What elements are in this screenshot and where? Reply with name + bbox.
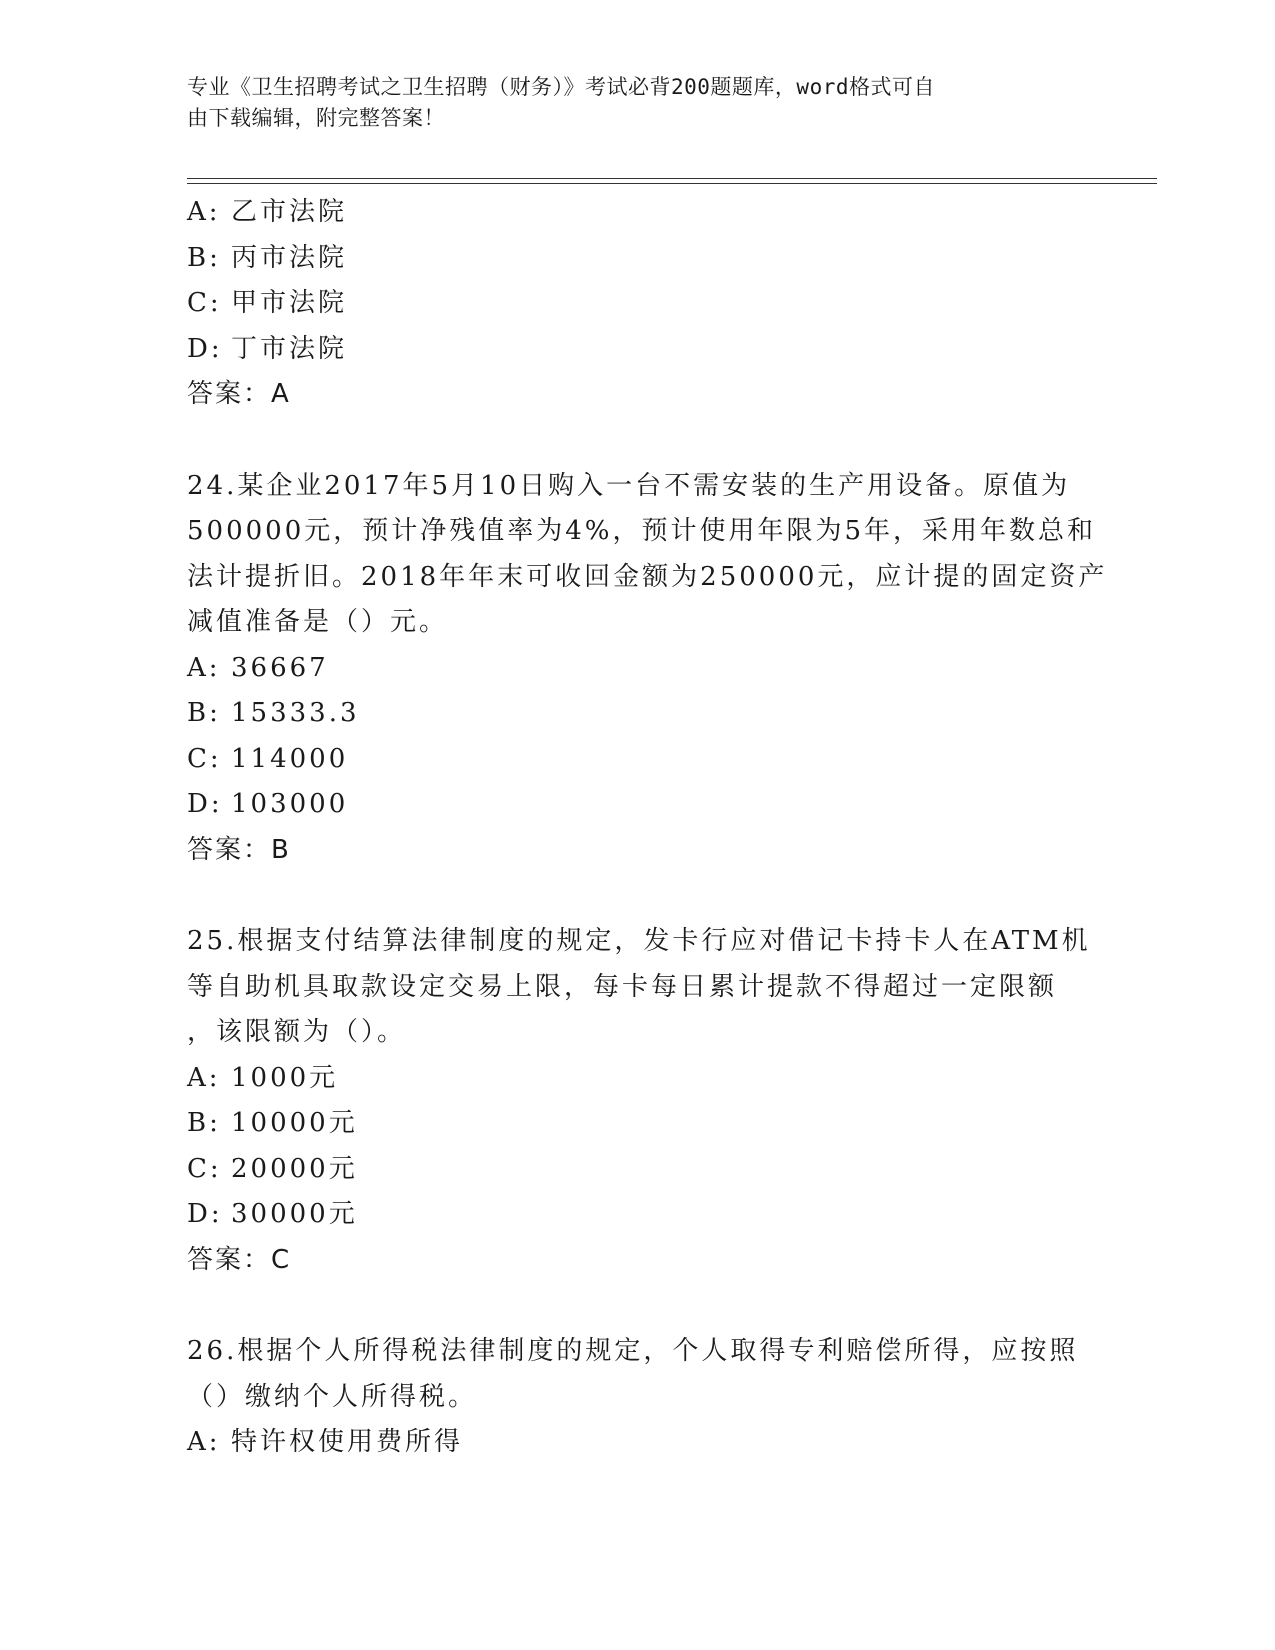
option-d: D: 丁市法院 xyxy=(187,333,348,364)
option-a: A: 特许权使用费所得 xyxy=(187,1427,464,1457)
question-26 xyxy=(187,1329,1087,1466)
option-c: C: 114000 xyxy=(187,743,349,774)
option-c: C: 甲市法院 xyxy=(187,288,348,318)
option-b: B: 15333.3 xyxy=(187,698,360,728)
question-text-line: 等自助机具取款设定交易上限，每卡每日累计提款不得超过一定限额 xyxy=(187,971,1058,1002)
option-b: B: 丙市法院 xyxy=(187,242,348,273)
question-text-line: （）缴纳个人所得税。 xyxy=(187,1381,478,1412)
option-a: A: 1000元 xyxy=(187,1062,339,1093)
option-b: B: 10000元 xyxy=(187,1108,358,1138)
question-24 xyxy=(187,464,1108,874)
option-a: A: 乙市法院 xyxy=(187,197,348,227)
question-25 xyxy=(187,919,1091,1283)
question-text-line: 25.根据支付结算法律制度的规定，发卡行应对借记卡持卡人在ATM机 xyxy=(187,926,1091,956)
question-text-line: 减值准备是（）元。 xyxy=(187,607,449,637)
answer: 答案：C xyxy=(187,1244,292,1275)
document-body xyxy=(187,190,1108,1466)
question-text-line: 500000元，预计净残值率为4%，预计使用年限为5年，采用年数总和 xyxy=(187,516,1097,546)
option-d: D: 103000 xyxy=(187,789,349,819)
question-text-line: 26.根据个人所得税法律制度的规定，个人取得专利赔偿所得，应按照 xyxy=(187,1336,1079,1366)
option-d: D: 30000元 xyxy=(187,1199,358,1229)
question-23 xyxy=(187,190,1087,418)
question-text-line: 24.某企业2017年5月10日购入一台不需安装的生产用设备。原值为 xyxy=(187,470,1071,501)
answer: 答案：B xyxy=(187,834,291,865)
header-divider-bottom xyxy=(187,183,1157,184)
question-text-line: ，该限额为（）。 xyxy=(187,1017,407,1047)
question-text-line: 法计提折旧。2018年年末可收回金额为250000元，应计提的固定资产 xyxy=(187,561,1108,592)
page-header xyxy=(187,72,1067,134)
header-divider-top xyxy=(187,178,1157,179)
option-c: C: 20000元 xyxy=(187,1153,358,1184)
header-line-2: 由下载编辑，附完整答案！ xyxy=(187,106,445,130)
answer: 答案：A xyxy=(187,379,291,409)
header-line-1: 专业《卫生招聘考试之卫生招聘（财务）》考试必背200题题库，word格式可自 xyxy=(187,75,935,99)
option-a: A: 36667 xyxy=(187,652,329,683)
